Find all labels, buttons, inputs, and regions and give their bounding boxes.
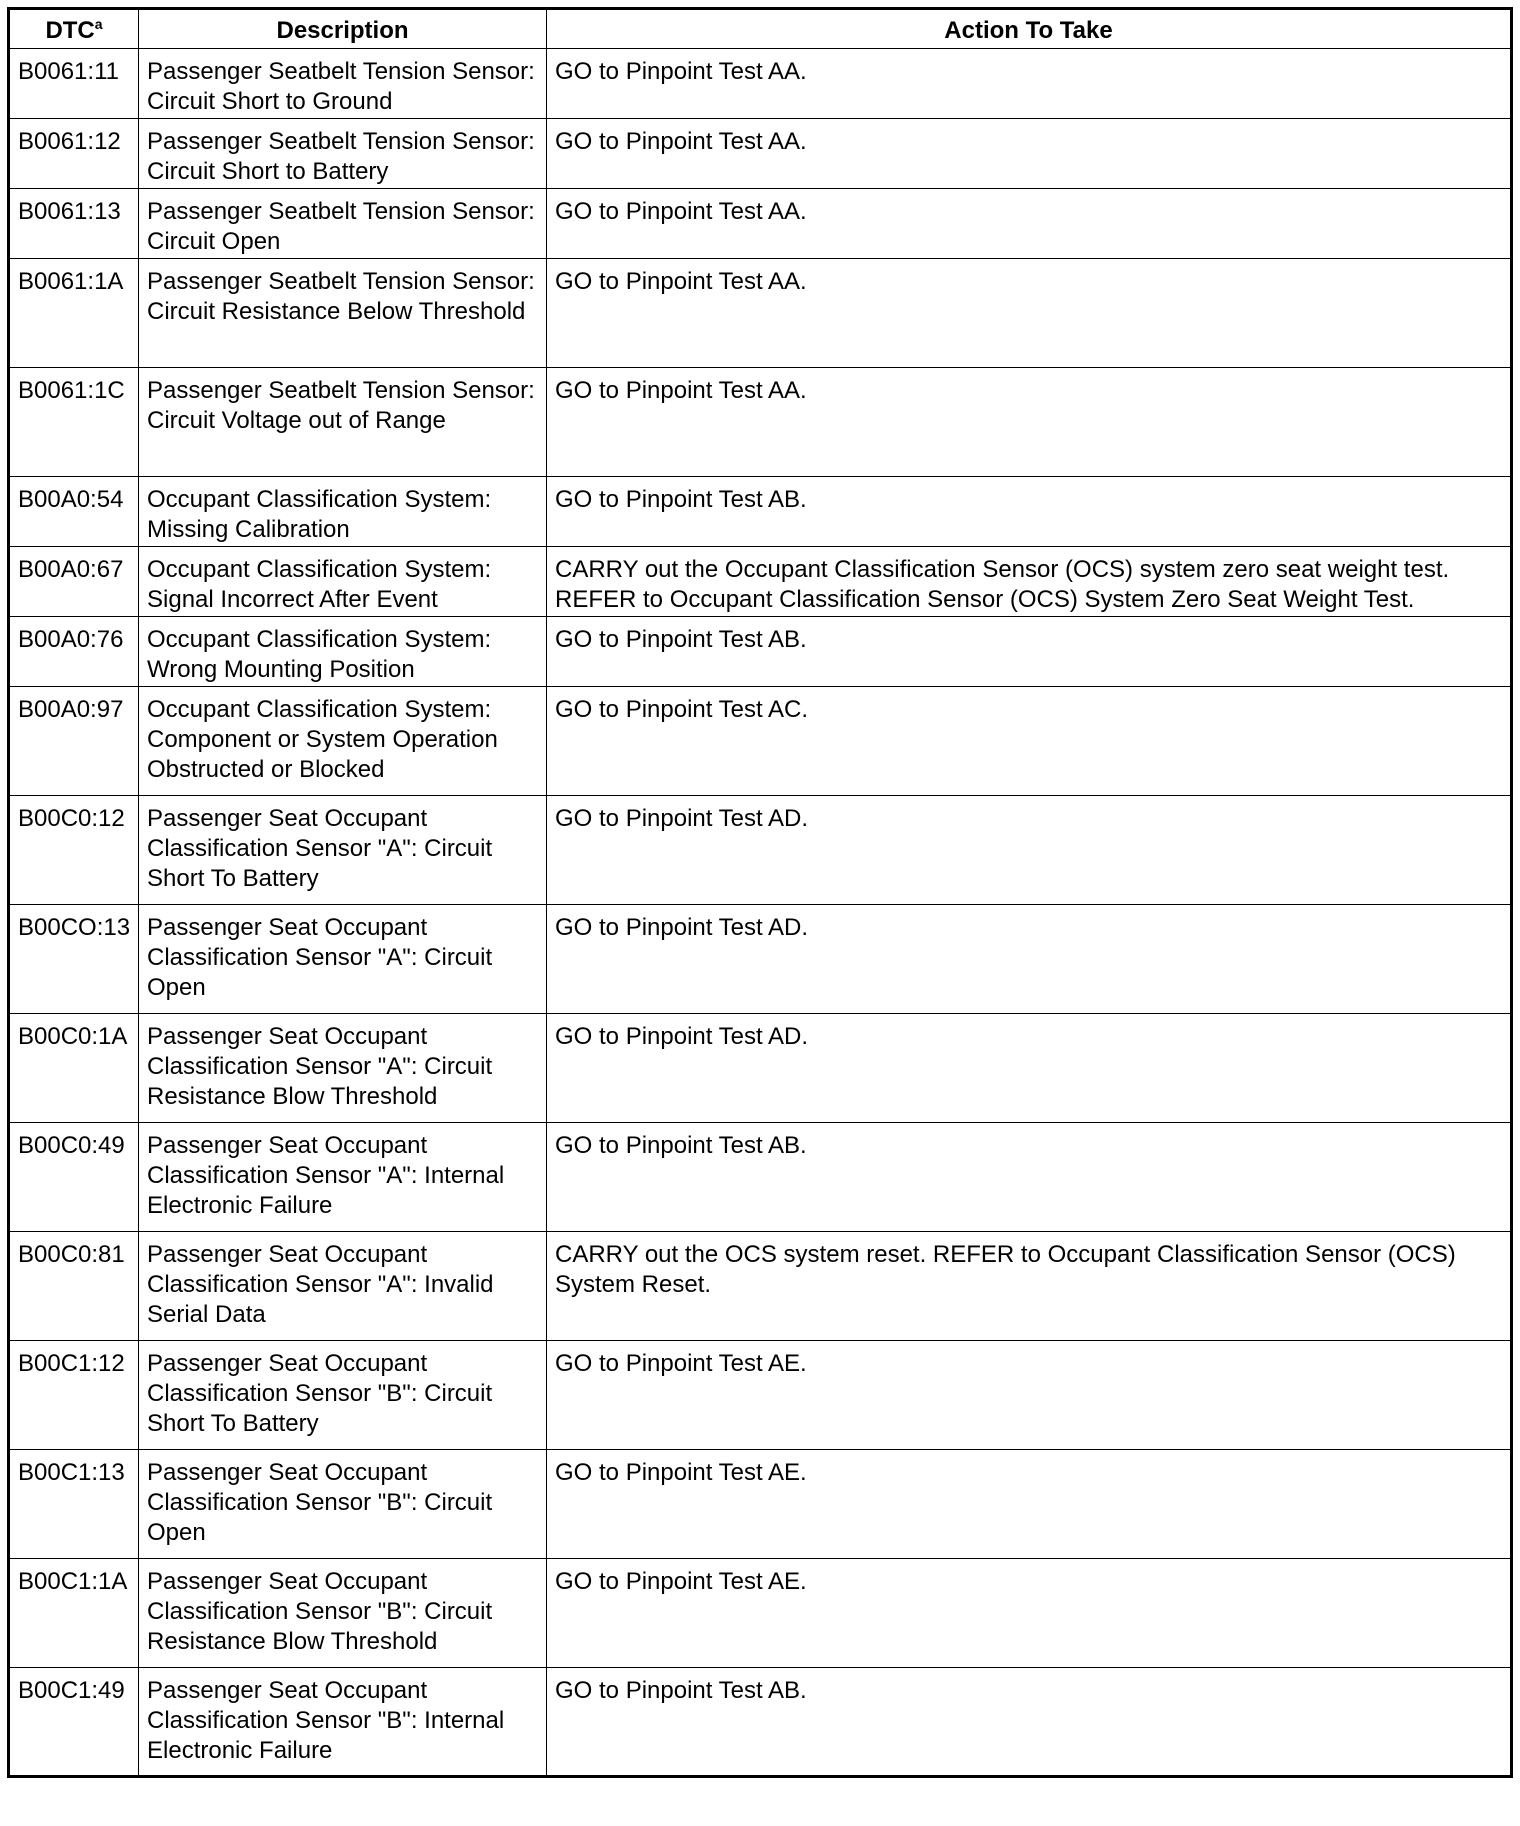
- table-row: [9, 1450, 1512, 1559]
- dtc-action: GO to Pinpoint Test AC.: [547, 687, 1512, 796]
- dtc-code: B00A0:76: [9, 617, 139, 687]
- dtc-code: B0061:1C: [9, 368, 139, 477]
- table-row: [9, 1559, 1512, 1668]
- header-dtc: [9, 9, 139, 49]
- dtc-action: GO to Pinpoint Test AB.: [547, 477, 1512, 547]
- dtc-description: Passenger Seatbelt Tension Sensor: Circuit Short to Battery: [139, 119, 547, 189]
- dtc-action: GO to Pinpoint Test AE.: [547, 1341, 1512, 1450]
- dtc-action: GO to Pinpoint Test AE.: [547, 1559, 1512, 1668]
- table-row: [9, 1014, 1512, 1123]
- dtc-action: GO to Pinpoint Test AD.: [547, 796, 1512, 905]
- dtc-action: CARRY out the OCS system reset. REFER to Occupant Classification Sensor (OCS) System Reset.: [547, 1232, 1512, 1341]
- table-row: [9, 119, 1512, 189]
- header-row: [9, 9, 1512, 49]
- dtc-action: GO to Pinpoint Test AB.: [547, 1123, 1512, 1232]
- dtc-code: B00A0:54: [9, 477, 139, 547]
- table-row: [9, 189, 1512, 259]
- dtc-description: Passenger Seat Occupant Classification Sensor "B": Circuit Resistance Blow Threshold: [139, 1559, 547, 1668]
- table-row: [9, 1341, 1512, 1450]
- dtc-code: B00C0:12: [9, 796, 139, 905]
- dtc-description: Passenger Seat Occupant Classification Sensor "B": Internal Electronic Failure: [139, 1668, 547, 1777]
- dtc-description: Passenger Seatbelt Tension Sensor: Circuit Voltage out of Range: [139, 368, 547, 477]
- table-row: [9, 368, 1512, 477]
- dtc-code: B00C1:13: [9, 1450, 139, 1559]
- dtc-description: Passenger Seat Occupant Classification Sensor "B": Circuit Open: [139, 1450, 547, 1559]
- table-header: [9, 9, 1512, 49]
- dtc-code: B00C0:49: [9, 1123, 139, 1232]
- dtc-description: Occupant Classification System: Signal Incorrect After Event: [139, 547, 547, 617]
- table-row: [9, 477, 1512, 547]
- dtc-action: GO to Pinpoint Test AB.: [547, 1668, 1512, 1777]
- table-row: [9, 1668, 1512, 1777]
- table-row: [9, 49, 1512, 119]
- header-dtc-label: DTC: [45, 17, 95, 44]
- dtc-code: B00C0:81: [9, 1232, 139, 1341]
- table-row: [9, 1232, 1512, 1341]
- dtc-description: Passenger Seatbelt Tension Sensor: Circuit Open: [139, 189, 547, 259]
- dtc-action: GO to Pinpoint Test AA.: [547, 119, 1512, 189]
- dtc-action: GO to Pinpoint Test AD.: [547, 1014, 1512, 1123]
- dtc-action: GO to Pinpoint Test AD.: [547, 905, 1512, 1014]
- dtc-code: B0061:13: [9, 189, 139, 259]
- dtc-code: B00C1:12: [9, 1341, 139, 1450]
- dtc-code: B00C1:1A: [9, 1559, 139, 1668]
- table-row: [9, 259, 1512, 368]
- header-description: Description: [139, 9, 547, 49]
- table-row: [9, 1123, 1512, 1232]
- dtc-action: GO to Pinpoint Test AB.: [547, 617, 1512, 687]
- dtc-code: B00C1:49: [9, 1668, 139, 1777]
- dtc-description: Passenger Seatbelt Tension Sensor: Circuit Short to Ground: [139, 49, 547, 119]
- dtc-action: GO to Pinpoint Test AA.: [547, 368, 1512, 477]
- table-row: [9, 905, 1512, 1014]
- header-dtc-footnote: a: [94, 16, 103, 32]
- table-row: [9, 687, 1512, 796]
- header-action: Action To Take: [547, 9, 1512, 49]
- dtc-code: B00C0:1A: [9, 1014, 139, 1123]
- dtc-description: Passenger Seat Occupant Classification Sensor "A": Circuit Open: [139, 905, 547, 1014]
- dtc-description: Passenger Seat Occupant Classification Sensor "A": Circuit Short To Battery: [139, 796, 547, 905]
- dtc-code: B00A0:97: [9, 687, 139, 796]
- dtc-code: B0061:1A: [9, 259, 139, 368]
- dtc-action: GO to Pinpoint Test AE.: [547, 1450, 1512, 1559]
- dtc-description: Passenger Seat Occupant Classification Sensor "B": Circuit Short To Battery: [139, 1341, 547, 1450]
- table-row: [9, 617, 1512, 687]
- dtc-action: GO to Pinpoint Test AA.: [547, 259, 1512, 368]
- table-row: [9, 796, 1512, 905]
- dtc-action: GO to Pinpoint Test AA.: [547, 49, 1512, 119]
- dtc-code: B0061:12: [9, 119, 139, 189]
- dtc-description: Passenger Seat Occupant Classification Sensor "A": Invalid Serial Data: [139, 1232, 547, 1341]
- dtc-code: B00A0:67: [9, 547, 139, 617]
- dtc-description: Passenger Seatbelt Tension Sensor: Circuit Resistance Below Threshold: [139, 259, 547, 368]
- dtc-description: Passenger Seat Occupant Classification Sensor "A": Circuit Resistance Blow Threshold: [139, 1014, 547, 1123]
- dtc-action: CARRY out the Occupant Classification Sensor (OCS) system zero seat weight test. REFER to Occupant Classification Sensor (OCS) System Zero Seat Weight Test.: [547, 547, 1512, 617]
- dtc-description: Occupant Classification System: Missing Calibration: [139, 477, 547, 547]
- dtc-action: GO to Pinpoint Test AA.: [547, 189, 1512, 259]
- table-row: [9, 547, 1512, 617]
- dtc-code: B00CO:13: [9, 905, 139, 1014]
- dtc-description: Occupant Classification System: Component or System Operation Obstructed or Blocked: [139, 687, 547, 796]
- dtc-table: [7, 7, 1513, 1778]
- dtc-description: Occupant Classification System: Wrong Mounting Position: [139, 617, 547, 687]
- dtc-code: B0061:11: [9, 49, 139, 119]
- table-body: [9, 49, 1512, 1777]
- dtc-description: Passenger Seat Occupant Classification Sensor "A": Internal Electronic Failure: [139, 1123, 547, 1232]
